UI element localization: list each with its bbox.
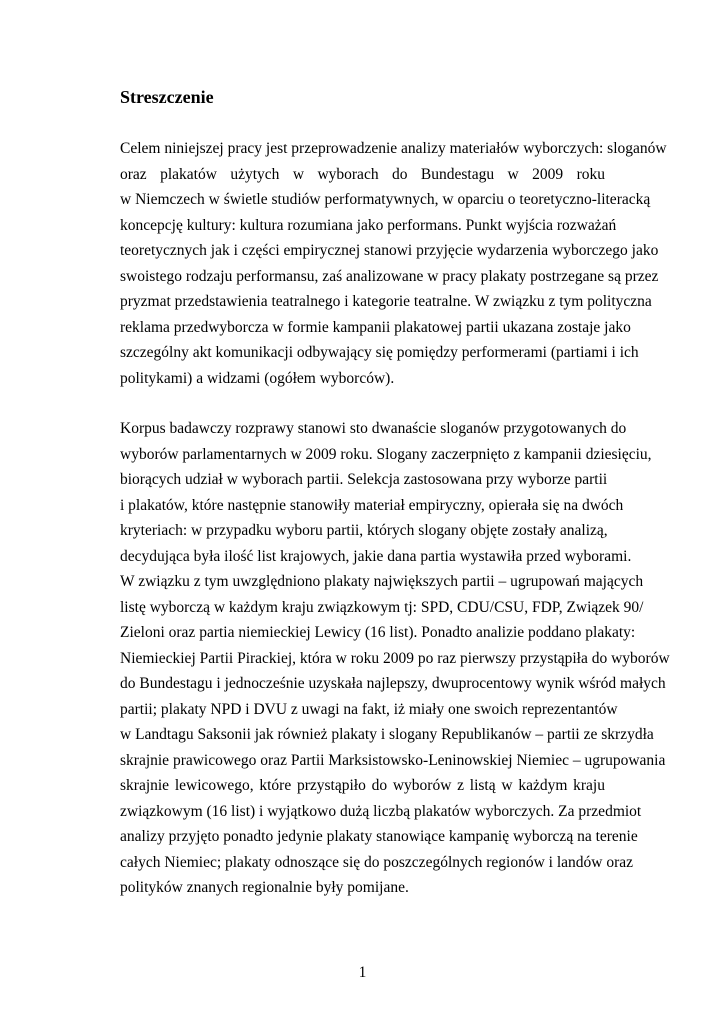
text-line: pryzmat przedstawienia teatralnego i kategorie teatralne. W związku z tym polityczna xyxy=(120,293,652,310)
text-line: do Bundestagu i jednocześnie uzyskała najlepszy, dwuprocentowy wynik wśród małych xyxy=(120,675,666,692)
text-line: decydująca była ilość list krajowych, jakie dana partia wystawiła przed wyborami. xyxy=(120,547,632,565)
text-line: Celem niniejszej pracy jest przeprowadzenie analizy materiałów wyborczych: sloganów xyxy=(120,140,667,157)
text-line: koncepcję kultury: kultura rozumiana jako performans. Punkt wyjścia rozważań xyxy=(120,216,617,234)
text-line: swoistego rodzaju performansu, zaś analizowane w pracy plakaty postrzegane są przez xyxy=(120,267,659,285)
text-line: reklama przedwyborcza w formie kampanii plakatowej partii ukazana zostaje jako xyxy=(120,318,631,336)
page-title: Streszczenie xyxy=(120,87,214,107)
text-line: teoretycznych jak i części empirycznej stanowi przyjęcie wydarzenia wyborczego jako xyxy=(120,242,659,259)
paragraph-1 xyxy=(120,136,667,391)
text-line: listę wyborczą w każdym kraju związkowym tj: SPD, CDU/CSU, FDP, Związek 90/ xyxy=(120,598,644,616)
text-line: szczególny akt komunikacji odbywający się pomiędzy performerami (partiami i ich xyxy=(120,344,639,361)
text-line: W związku z tym uwzględniono plakaty największych partii – ugrupowań mających xyxy=(120,573,644,590)
text-line: związkowym (16 list) i wyjątkowo dużą liczbą plakatów wyborczych. Za przedmiot xyxy=(120,802,642,820)
text-line: w Niemczech w świetle studiów performatywnych, w oparciu o teoretyczno-literacką xyxy=(120,191,651,208)
text-line: politykami) a widzami (ogółem wyborców). xyxy=(120,369,395,387)
text-line: skrajnie lewicowego, które przystąpiło do wyborów z listą w każdym kraju xyxy=(120,777,605,794)
text-line: skrajnie prawicowego oraz Partii Marksistowsko-Leninowskiej Niemiec – ugrupowania xyxy=(120,751,666,769)
text-line: oraz plakatów użytych w wyborach do Bundestagu w 2009 roku xyxy=(120,165,605,183)
text-line: biorących udział w wyborach partii. Selekcja zastosowana przy wyborze partii xyxy=(120,471,608,488)
text-line: całych Niemiec; plakaty odnoszące się do poszczególnych regionów i landów oraz xyxy=(120,853,634,871)
text-line: i plakatów, które następnie stanowiły materiał empiryczny, opierała się na dwóch xyxy=(120,496,624,514)
text-line: kryteriach: w przypadku wyboru partii, których slogany objęte zostały analizą, xyxy=(120,522,608,539)
text-line: Korpus badawczy rozprawy stanowi sto dwanaście sloganów przygotowanych do xyxy=(120,420,627,437)
text-line: polityków znanych regionalnie były pomijane. xyxy=(120,879,409,896)
text-line: partii; plakaty NPD i DVU z uwagi na fakt, iż miały one swoich reprezentantów xyxy=(120,700,618,718)
text-line: Niemieckiej Partii Pirackiej, która w roku 2009 po raz pierwszy przystąpiła do wyborów xyxy=(120,649,670,667)
text-line: analizy przyjęto ponadto jedynie plakaty stanowiące kampanię wyborczą na terenie xyxy=(120,828,638,845)
page-number: 1 xyxy=(358,964,367,981)
text-line: wyborów parlamentarnych w 2009 roku. Slogany zaczerpnięto z kampanii dziesięciu, xyxy=(120,445,652,463)
paragraph-2 xyxy=(120,416,670,901)
text-line: w Landtagu Saksonii jak również plakaty i slogany Republikanów – partii ze skrzydła xyxy=(120,726,654,743)
text-line: Zieloni oraz partia niemieckiej Lewicy (16 list). Ponadto analizie poddano plakaty: xyxy=(120,624,636,641)
